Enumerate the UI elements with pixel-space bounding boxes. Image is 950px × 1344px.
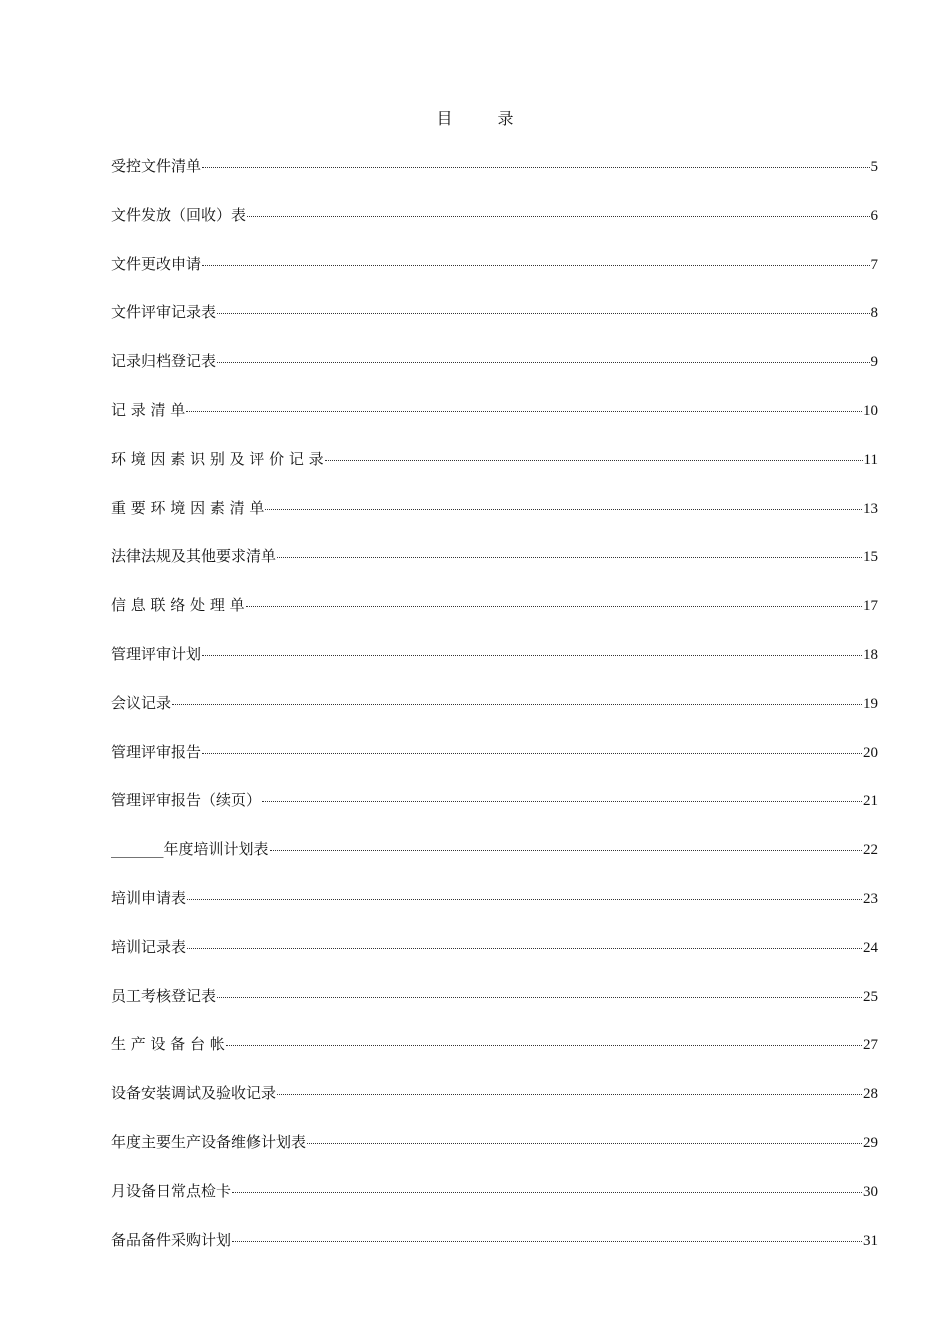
toc-entry[interactable]	[111, 203, 878, 252]
toc-entry-page: 5	[870, 159, 878, 175]
toc-entry-label: 文件评审记录表	[111, 303, 217, 322]
toc-dot-leader	[247, 216, 869, 217]
toc-dot-leader	[232, 1241, 862, 1242]
toc-entry-page: 31	[863, 1232, 878, 1249]
toc-dot-leader	[186, 411, 862, 412]
toc-dot-leader	[217, 362, 869, 363]
toc-dot-leader	[217, 997, 862, 998]
toc-entry-label: 重 要 环 境 因 素 清 单	[111, 498, 265, 517]
toc-entry[interactable]	[111, 1228, 878, 1277]
toc-entry-label: 培训申请表	[111, 888, 187, 907]
toc-entry-label: 受控文件清单	[111, 157, 202, 175]
toc-entry[interactable]	[111, 300, 878, 349]
toc-entry-label: 月设备日常点检卡	[111, 1181, 232, 1200]
toc-entry-label: 员工考核登记表	[111, 986, 217, 1005]
toc-entry[interactable]	[111, 740, 878, 789]
toc-entry-page: 9	[870, 354, 878, 371]
toc-dot-leader	[226, 1045, 862, 1046]
toc-dot-leader	[187, 899, 862, 900]
toc-dot-leader	[246, 606, 862, 607]
toc-dot-leader	[202, 265, 869, 266]
toc-dot-leader	[202, 753, 862, 754]
toc-entry-label: 记 录 清 单	[111, 400, 186, 419]
toc-entry[interactable]	[111, 1179, 878, 1228]
toc-entry-page: 18	[863, 646, 878, 663]
toc-entry[interactable]	[111, 593, 878, 642]
toc-dot-leader	[202, 655, 862, 656]
toc-entry-page: 10	[863, 402, 878, 419]
toc-entry[interactable]	[111, 837, 878, 886]
toc-entry-label: 信 息 联 络 处 理 单	[111, 596, 245, 615]
toc-entry-label: 文件更改申请	[111, 254, 202, 273]
toc-entry-page: 29	[863, 1134, 878, 1151]
toc-dot-leader	[202, 167, 869, 168]
toc-dot-leader	[277, 1094, 862, 1095]
toc-entry-page: 11	[863, 451, 878, 468]
toc-dot-leader	[265, 509, 862, 510]
toc-entry-page: 20	[863, 744, 878, 761]
toc-entry[interactable]	[111, 398, 878, 447]
toc-entry-label: 文件发放（回收）表	[111, 205, 247, 224]
toc-dot-leader	[262, 801, 862, 802]
toc-dot-leader	[307, 1143, 862, 1144]
toc-entry-page: 25	[863, 988, 878, 1005]
toc-entry[interactable]	[111, 1081, 878, 1130]
toc-entry-page: 15	[863, 549, 878, 566]
toc-entry[interactable]	[111, 496, 878, 545]
toc-entry[interactable]	[111, 447, 878, 496]
toc-entry-page: 22	[863, 842, 878, 859]
toc-entry-label: 生 产 设 备 台 帐	[111, 1035, 225, 1054]
toc-entry-label: 年度主要生产设备维修计划表	[111, 1132, 307, 1151]
toc-entry[interactable]	[111, 544, 878, 593]
toc-entry-label: 培训记录表	[111, 937, 187, 956]
toc-dot-leader	[172, 704, 862, 705]
toc-dot-leader	[232, 1192, 862, 1193]
toc-entry[interactable]	[111, 252, 878, 301]
toc-entry-page: 8	[870, 305, 878, 322]
toc-entry-label: 记录归档登记表	[111, 352, 217, 371]
toc-entry-label: _______年度培训计划表	[111, 840, 269, 859]
toc-entry-page: 19	[863, 695, 878, 712]
toc-dot-leader	[217, 313, 869, 314]
toc-entry[interactable]	[111, 984, 878, 1033]
toc-entry[interactable]	[111, 886, 878, 935]
toc-entry-label: 会议记录	[111, 693, 172, 712]
toc-entry[interactable]	[111, 691, 878, 740]
toc-entry-page: 17	[863, 598, 878, 615]
toc-entry-label: 管理评审报告	[111, 742, 202, 761]
toc-entry-label: 设备安装调试及验收记录	[111, 1084, 277, 1103]
toc-entry-label: 法律法规及其他要求清单	[111, 547, 277, 566]
toc-dot-leader	[277, 557, 862, 558]
toc-entry-label: 备品备件采购计划	[111, 1230, 232, 1249]
toc-entry-page: 30	[863, 1183, 878, 1200]
toc-entry[interactable]	[111, 642, 878, 691]
toc-entry-page: 6	[870, 207, 878, 224]
toc-dot-leader	[325, 460, 863, 461]
toc-entry-page: 28	[863, 1086, 878, 1103]
toc-entry[interactable]	[111, 1032, 878, 1081]
toc-entry[interactable]	[111, 154, 878, 203]
toc-entry-page: 24	[863, 939, 878, 956]
toc-entry-label: 环 境 因 素 识 别 及 评 价 记 录	[111, 449, 324, 468]
toc-list	[111, 154, 878, 1276]
toc-entry-page: 27	[863, 1037, 878, 1054]
toc-dot-leader	[270, 850, 862, 851]
toc-entry[interactable]	[111, 1130, 878, 1179]
toc-entry-page: 13	[863, 500, 878, 517]
toc-entry[interactable]	[111, 935, 878, 984]
toc-entry-page: 21	[863, 793, 878, 810]
toc-entry-label: 管理评审报告（续页）	[111, 791, 262, 810]
toc-entry-page: 7	[870, 256, 878, 273]
toc-dot-leader	[187, 948, 862, 949]
toc-title: 目 录	[436, 109, 534, 128]
toc-entry-page: 23	[863, 890, 878, 907]
toc-entry-label: 管理评审计划	[111, 644, 202, 663]
toc-entry[interactable]	[111, 349, 878, 398]
toc-entry[interactable]	[111, 788, 878, 837]
